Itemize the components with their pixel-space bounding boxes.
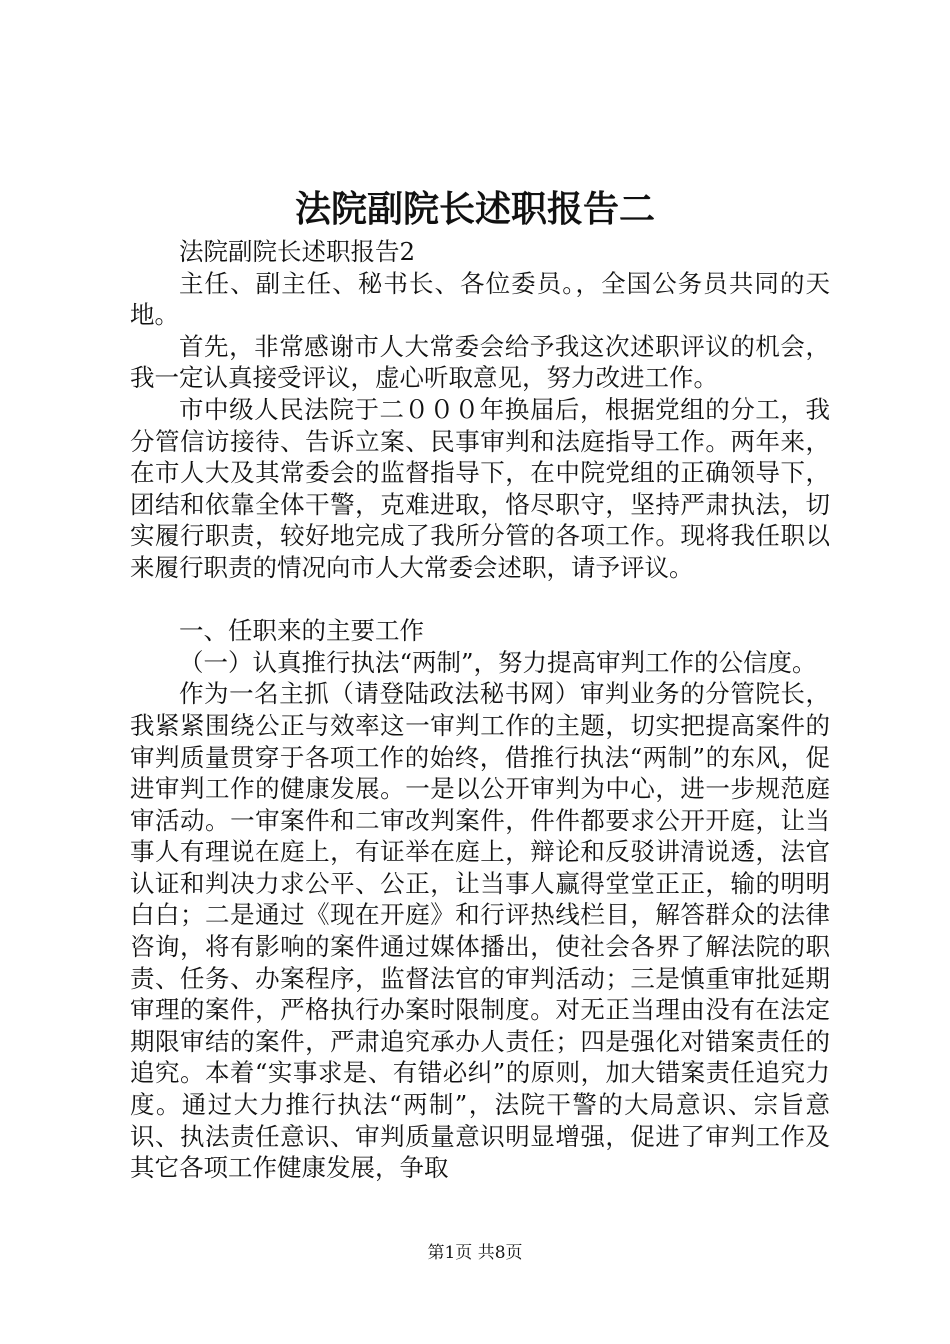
salutation-paragraph: 主任、副主任、秘书长、各位委员。，全国公务员共同的天地。 — [130, 268, 830, 330]
section-heading: 一、任职来的主要工作 — [179, 616, 424, 646]
opening-paragraph: 首先，非常感谢市人大常委会给予我这次述职评议的机会，我一定认真接受评议，虚心听取意见，努力改进工作。 — [130, 331, 830, 393]
body-paragraph: 作为一名主抓（请登陆政法秘书网）审判业务的分管院长，我紧紧围绕公正与效率这一审判工作的主题，切实把提高案件的审判质量贯穿于各项工作的始终，借推行执法“两制”的东风，促进审判工作的健康发展。一是以公开审判为中心，进一步规范庭审活动。一审案件和二审改判案件，件件都要求公开开庭，让当事人有理说在庭上，有证举在庭上，辩论和反驳讲清说透，法官认证和判决力求公平、公正，让当事人赢得堂堂正正，输的明明白白；二是通过《现在开庭》和行评热线栏目，解答群众的法律咨询，将有影响的案件通过媒体播出，使社会各界了解法院的职责、任务、办案程序，监督法官的审判活动；三是慎重审批延期审理的案件，严格执行办案时限制度。对无正当理由没有在法定期限审结的案件，严肃追究承办人责任；四是强化对错案责任的追究。本着“实事求是、有错必纠”的原则，加大错案责任追究力度。通过大力推行执法“两制”，法院干警的大局意识、宗旨意识、执法责任意识、审判质量意识明显增强，促进了审判工作及其它各项工作健康发展，争取 — [130, 679, 830, 1183]
subtitle-paragraph: 法院副院长述职报告2 — [179, 237, 416, 266]
document-title: 法院副院长述职报告二 — [294, 188, 655, 230]
background-paragraph: 市中级人民法院于二０００年换届后，根据党组的分工，我分管信访接待、告诉立案、民事审判和法庭指导工作。两年来，在市人大及其常委会的监督指导下，在中院党组的正确领导下，团结和依靠全体干警，克难进取，恪尽职守，坚持严肃执法，切实履行职责，较好地完成了我所分管的各项工作。现将我任职以来履行职责的情况向市人大常委会述职，请予评议。 — [130, 394, 830, 582]
page-footer: 第1页 共8页 — [427, 1243, 523, 1263]
subsection-heading: （一）认真推行执法“两制”，努力提高审判工作的公信度。 — [179, 647, 817, 677]
document-body — [130, 236, 830, 1184]
